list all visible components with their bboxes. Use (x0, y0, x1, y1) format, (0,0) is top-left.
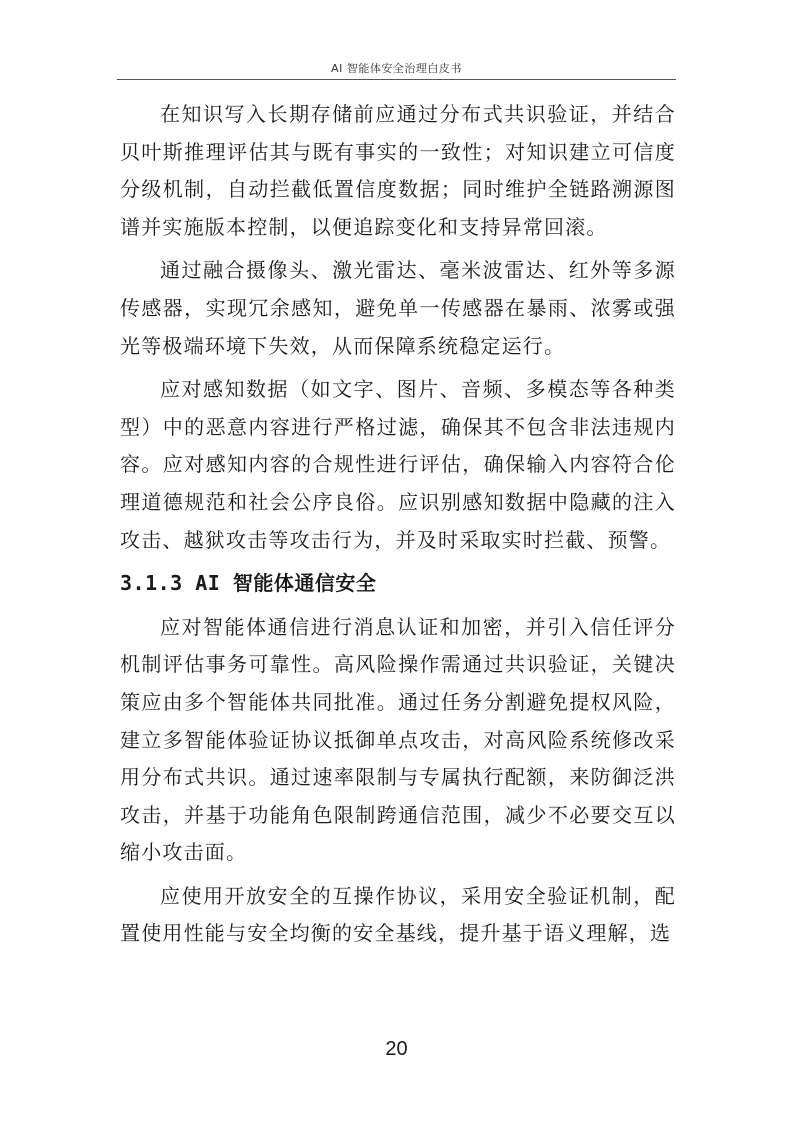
body-paragraph: 应对感知数据（如文字、图片、音频、多模态等各种类型）中的恶意内容进行严格过滤，确保其不包含非法违规内容。应对感知内容的合规性进行评估，确保输入内容符合伦理道德规范和社会公序良俗。应识别感知数据中隐藏的注入攻击、越狱攻击等攻击行为，并及时采取实时拦截、预警。 (120, 377, 676, 552)
body-paragraph: 应对智能体通信进行消息认证和加密，并引入信任评分机制评估事务可靠性。高风险操作需通过共识验证，关键决策应由多个智能体共同批准。通过任务分割避免提权风险，建立多智能体验证协议抵御单点攻击，对高风险系统修改采用分布式共识。通过速率限制与专属执行配额，来防御泛洪攻击，并基于功能角色限制跨通信范围，减少不必要交互以缩小攻击面。 (120, 614, 676, 865)
page-number: 20 (385, 1038, 408, 1060)
body-paragraph: 在知识写入长期存储前应通过分布式共识验证，并结合贝叶斯推理评估其与既有事实的一致性；对知识建立可信度分级机制，自动拦截低置信度数据；同时维护全链路溯源图谱并实施版本控制，以便追踪变化和支持异常回滚。 (120, 102, 676, 239)
page-body (120, 96, 676, 959)
running-header: AI 智能体安全治理白皮书 (331, 62, 462, 75)
body-paragraph: 通过融合摄像头、激光雷达、毫米波雷达、红外等多源传感器，实现冗余感知，避免单一传感器在暴雨、浓雾或强光等极端环境下失效，从而保障系统稳定运行。 (120, 258, 676, 358)
section-heading: 3.1.3 AI 智能体通信安全 (120, 571, 377, 596)
body-paragraph: 应使用开放安全的互操作协议，采用安全验证机制，配置使用性能与安全均衡的安全基线，提升基于语义理解，选 (120, 883, 676, 946)
header-divider (117, 79, 676, 80)
